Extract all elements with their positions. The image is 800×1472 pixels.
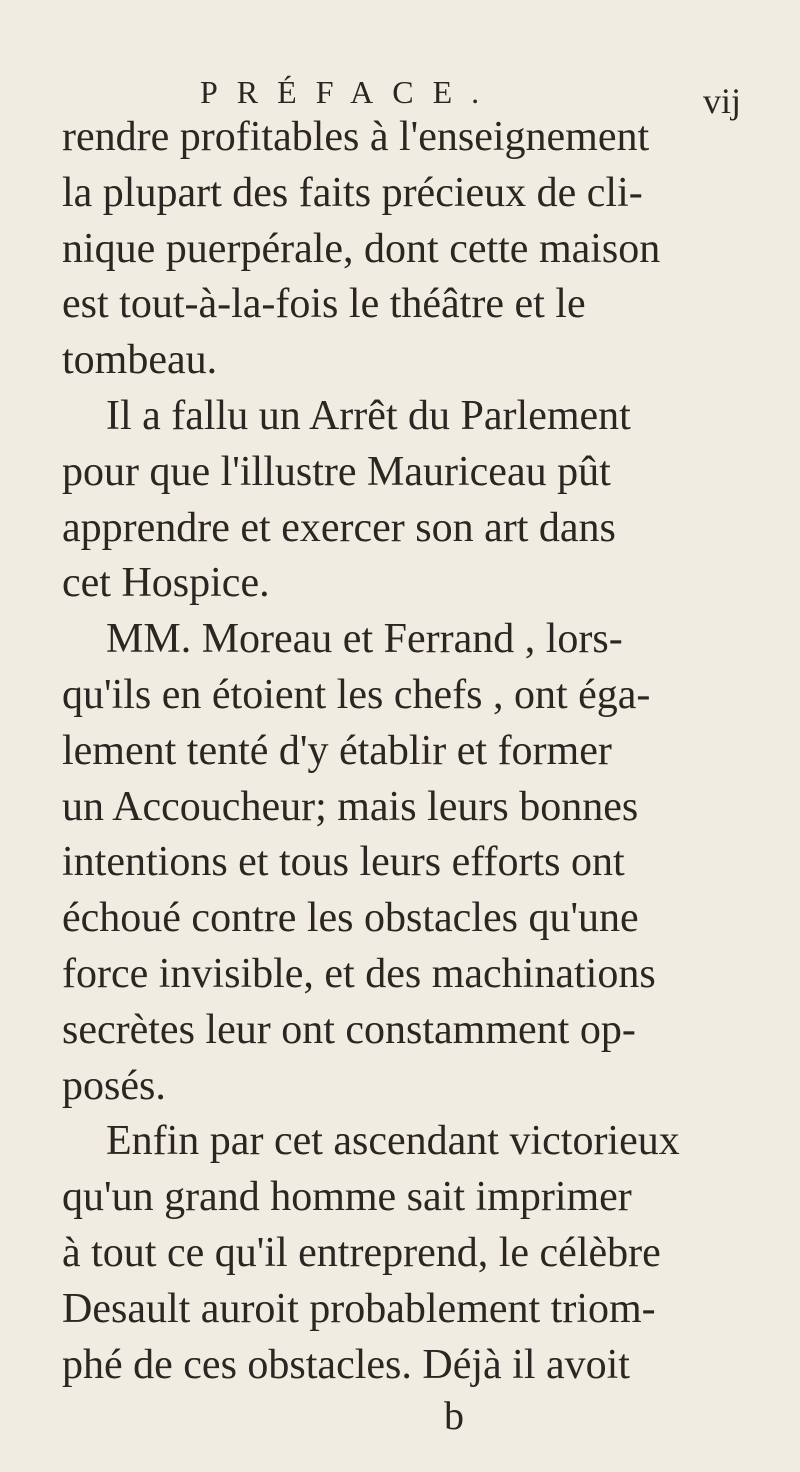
text-line: MM. Moreau et Ferrand , lors-: [106, 616, 623, 663]
paragraph-1: [62, 110, 778, 389]
text-line: tombeau.: [62, 337, 218, 384]
text-line: lement tenté d'y établir et former: [62, 727, 612, 774]
text-line: Il a fallu un Arrêt du Parlement: [106, 392, 631, 439]
text-line: rendre profitables à l'enseignement: [62, 114, 650, 160]
text-line: phé de ces obstacles. Déjà il avoit: [62, 1341, 630, 1388]
text-line: à tout ce qu'il entreprend, le célèbre: [62, 1229, 661, 1276]
text-line: un Accoucheur; mais leurs bonnes: [62, 783, 639, 830]
page-number: vij: [703, 81, 742, 121]
text-line: Desault auroit probablement triom-: [62, 1285, 656, 1332]
text-line: secrètes leur ont constamment op-: [62, 1006, 636, 1053]
text-line: apprendre et exercer son art dans: [62, 504, 616, 551]
paragraph-4: [62, 1114, 778, 1393]
paragraph-3: [62, 612, 778, 1114]
text-line: la plupart des faits précieux de cli-: [62, 169, 643, 216]
text-line: qu'un grand homme sait imprimer: [62, 1174, 632, 1221]
text-line: nique puerpérale, dont cette maison: [62, 225, 661, 272]
text-line: posés.: [62, 1062, 166, 1109]
text-line: Enfin par cet ascendant victorieux: [106, 1118, 680, 1165]
text-line: force invisible, et des machinations: [62, 950, 656, 997]
text-line: pour que l'illustre Mauriceau pût: [62, 448, 611, 495]
paragraph-2: [62, 389, 778, 612]
body-text: [62, 110, 778, 1393]
text-line: cet Hospice.: [62, 560, 270, 607]
text-line: qu'ils en étoient les chefs , ont éga-: [62, 671, 651, 718]
running-title: PRÉFACE.: [200, 74, 499, 110]
text-line: est tout-à-la-fois le théâtre et le: [62, 281, 586, 328]
text-line: intentions et tous leurs efforts ont: [62, 839, 625, 886]
signature-mark: b: [444, 1393, 464, 1438]
text-line: échoué contre les obstacles qu'une: [62, 895, 639, 942]
